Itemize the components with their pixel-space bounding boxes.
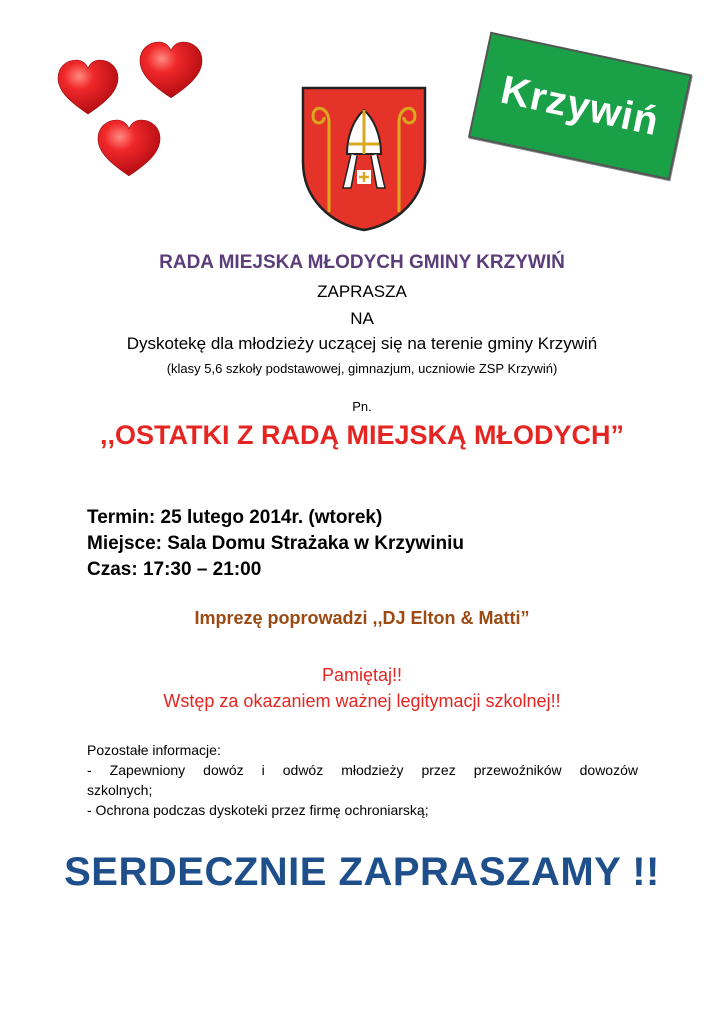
event-time: Czas: 17:30 – 21:00	[87, 559, 262, 580]
hearts-decoration	[50, 38, 210, 188]
to-text: NA	[350, 309, 374, 328]
other-info	[87, 740, 638, 820]
event-details	[87, 505, 464, 583]
heart-icon	[98, 120, 160, 176]
town-sign	[468, 32, 692, 180]
heart-icon	[58, 60, 118, 114]
heart-icon	[140, 42, 202, 98]
host-text: Imprezę poprowadzi ,,DJ Elton & Matti”	[194, 608, 530, 628]
titled-label: Pn.	[352, 399, 372, 414]
invites-text: ZAPRASZA	[317, 282, 407, 301]
organizer-heading: RADA MIEJSKA MŁODYCH GMINY KRZYWIŃ	[159, 252, 565, 273]
event-description: Dyskotekę dla młodzieży uczącej się na terenie gminy Krzywiń	[126, 334, 598, 353]
reminder-line-1: Pamiętaj!!	[321, 665, 403, 685]
info-item-transport: - Zapewniony dowóz i odwóz młodzieży przez przewoźników dowozów	[87, 762, 638, 778]
coat-of-arms-icon	[299, 84, 429, 234]
event-title: ,,OSTATKI Z RADĄ MIEJSKĄ MŁODYCH”	[100, 420, 624, 450]
audience-text: (klasy 5,6 szkoły podstawowej, gimnazjum, uczniowie ZSP Krzywiń)	[166, 361, 558, 376]
reminder-line-2: Wstęp za okazaniem ważnej legitymacji szkolnej!!	[163, 691, 561, 711]
event-date: Termin: 25 lutego 2014r. (wtorek)	[87, 507, 383, 528]
event-place: Miejsce: Sala Domu Strażaka w Krzywiniu	[87, 533, 464, 554]
info-heading: Pozostałe informacje:	[87, 742, 221, 758]
info-item-security: - Ochrona podczas dyskoteki przez firmę ochroniarską;	[87, 802, 429, 818]
closing-invitation: SERDECZNIE ZAPRASZAMY !!	[64, 850, 660, 894]
info-item-transport-cont: szkolnych;	[87, 782, 153, 798]
town-sign-text: Krzywiń	[497, 67, 664, 144]
